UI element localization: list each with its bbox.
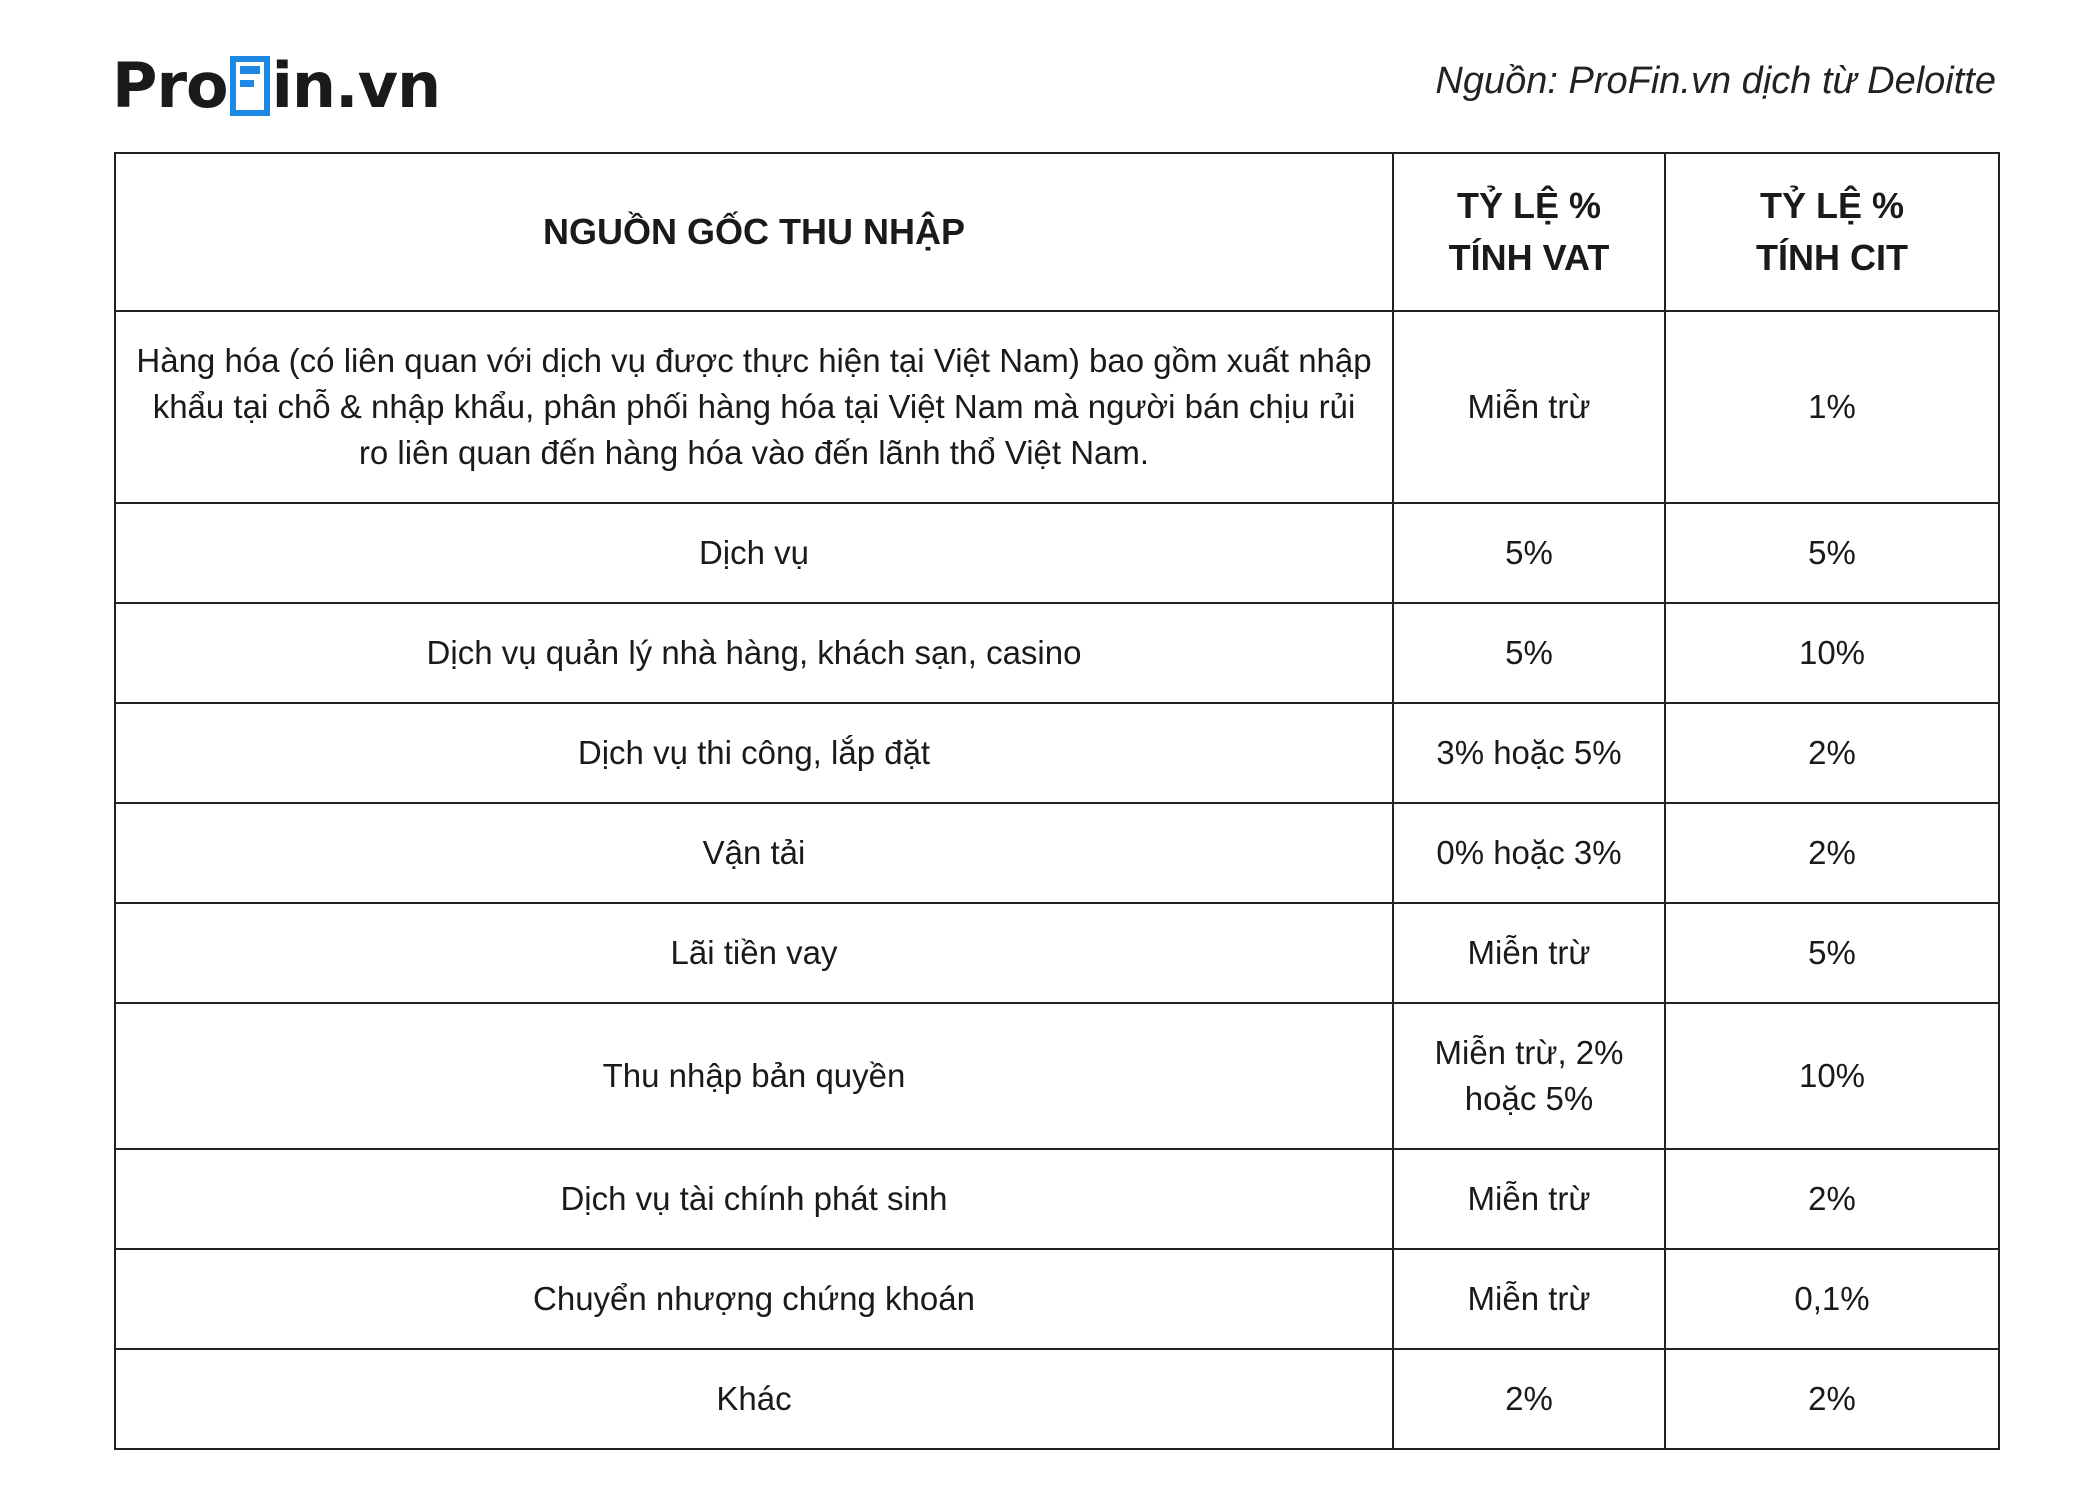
cell-income-source: Dịch vụ [115,503,1393,603]
cell-cit-rate: 2% [1665,803,1999,903]
tax-rate-table [114,152,2000,1450]
profin-logo [112,50,440,120]
table-row [115,503,1999,603]
table-row [115,1003,1999,1149]
cell-vat-rate: Miễn trừ [1393,1149,1665,1249]
cell-vat-rate: 5% [1393,503,1665,603]
cell-income-source: Dịch vụ tài chính phát sinh [115,1149,1393,1249]
cell-cit-rate: 5% [1665,503,1999,603]
header-vat-line2: TÍNH VAT [1448,237,1610,278]
header-cit-line1: TỶ LỆ % [1759,185,1905,226]
cell-vat-rate: 3% hoặc 5% [1393,703,1665,803]
logo-text-right: in.vn [271,48,441,122]
table-row [115,703,1999,803]
header-cit-rate [1665,153,1999,311]
source-caption: Nguồn: ProFin.vn dịch từ Deloitte [1435,60,1996,102]
cell-cit-rate: 10% [1665,1003,1999,1149]
cell-income-source: Dịch vụ thi công, lắp đặt [115,703,1393,803]
table-row [115,1349,1999,1449]
logo-f-mark-icon [230,56,270,116]
cell-cit-rate: 0,1% [1665,1249,1999,1349]
cell-vat-rate: Miễn trừ [1393,311,1665,503]
cell-income-source: Dịch vụ quản lý nhà hàng, khách sạn, casino [115,603,1393,703]
cell-income-source: Hàng hóa (có liên quan với dịch vụ được thực hiện tại Việt Nam) bao gồm xuất nhập khẩu tại chỗ & nhập khẩu, phân phối hàng hóa tại Việt Nam mà người bán chịu rủi ro liên quan đến hàng hóa vào đến lãnh thổ Việt Nam. [115,311,1393,503]
cell-vat-rate: 2% [1393,1349,1665,1449]
table-row [115,603,1999,703]
cell-income-source: Thu nhập bản quyền [115,1003,1393,1149]
table-row [115,1249,1999,1349]
cell-income-source: Vận tải [115,803,1393,903]
table-row [115,311,1999,503]
cell-cit-rate: 1% [1665,311,1999,503]
cell-cit-rate: 2% [1665,1149,1999,1249]
cell-cit-rate: 2% [1665,1349,1999,1449]
cell-vat-rate: 5% [1393,603,1665,703]
cell-vat-rate: 0% hoặc 3% [1393,803,1665,903]
cell-vat-rate: Miễn trừ, 2% hoặc 5% [1393,1003,1665,1149]
table-header-row [115,153,1999,311]
header-cit-line2: TÍNH CIT [1756,237,1908,278]
cell-cit-rate: 2% [1665,703,1999,803]
cell-vat-rate: Miễn trừ [1393,1249,1665,1349]
cell-income-source: Lãi tiền vay [115,903,1393,1003]
cell-cit-rate: 10% [1665,603,1999,703]
header-vat-line1: TỶ LỆ % [1456,185,1602,226]
cell-cit-rate: 5% [1665,903,1999,1003]
header-income-source: NGUỒN GỐC THU NHẬP [115,153,1393,311]
table-row [115,1149,1999,1249]
header-vat-rate [1393,153,1665,311]
table-row [115,903,1999,1003]
cell-income-source: Khác [115,1349,1393,1449]
logo-text-left: Pro [112,48,228,122]
cell-vat-rate: Miễn trừ [1393,903,1665,1003]
cell-income-source: Chuyển nhượng chứng khoán [115,1249,1393,1349]
table-row [115,803,1999,903]
